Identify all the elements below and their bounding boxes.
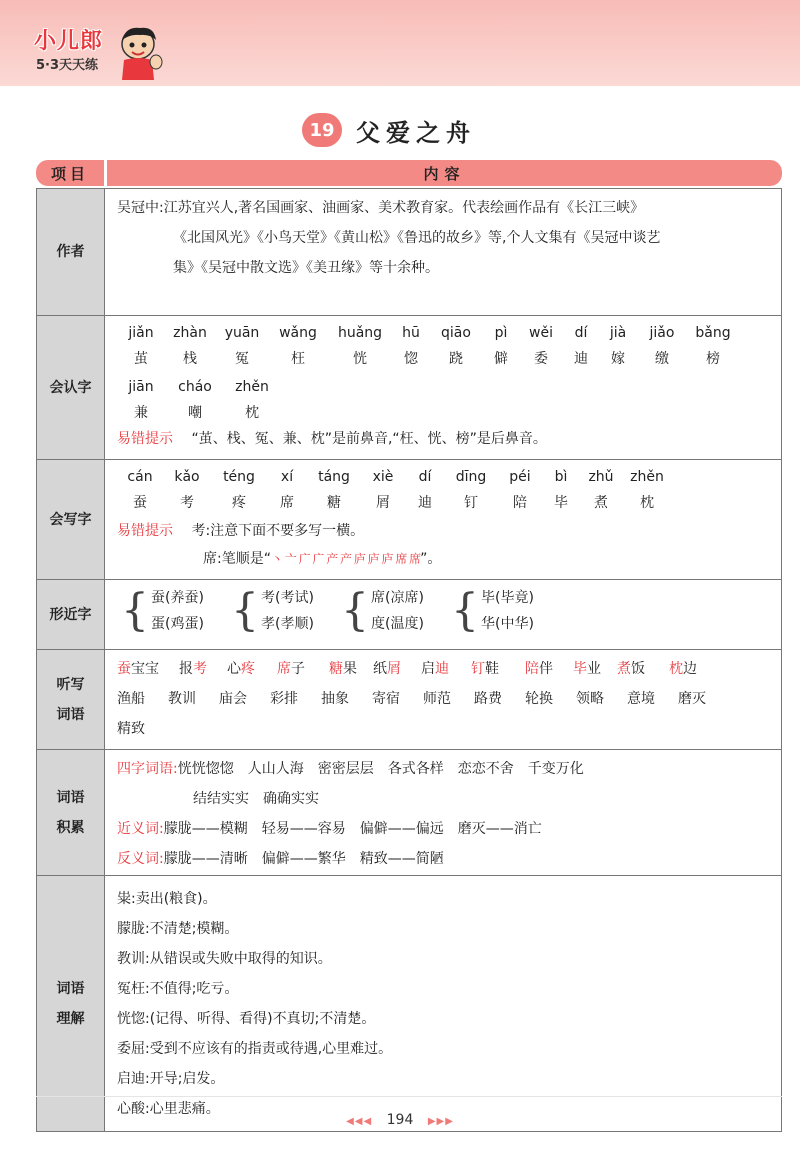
character: 枕 bbox=[245, 405, 259, 421]
pinyin: cháo bbox=[178, 379, 212, 395]
label-line: 积累 bbox=[56, 819, 85, 836]
pinyin: zhěn bbox=[235, 379, 269, 395]
similar-word: 蚕(养蚕) bbox=[151, 590, 204, 606]
highlight-char: 陪 bbox=[525, 661, 539, 677]
word-rest: 启 bbox=[421, 661, 435, 677]
dictation-word: 抽象 bbox=[321, 691, 349, 707]
row-label bbox=[37, 650, 105, 749]
dictation-cell bbox=[105, 650, 781, 749]
page-number: 194 bbox=[386, 1112, 414, 1128]
brand-title: 小儿郎 bbox=[34, 29, 104, 54]
lesson-table bbox=[36, 160, 782, 1132]
dictation-word: 寄宿 bbox=[372, 691, 400, 707]
four-char-words-cont: 结结实实 确确实实 bbox=[193, 791, 319, 807]
pinyin: zhěn bbox=[630, 469, 664, 485]
char-row bbox=[117, 490, 771, 516]
similar-group bbox=[341, 582, 451, 640]
pinyin: jiān bbox=[128, 379, 154, 395]
category-label: 近义词: bbox=[117, 821, 164, 837]
highlight-char: 煮 bbox=[617, 661, 631, 677]
character: 席 bbox=[280, 495, 294, 511]
word-rest: 报 bbox=[179, 661, 193, 677]
write-cell bbox=[105, 460, 781, 579]
brace-icon: { bbox=[231, 585, 259, 636]
lesson-title bbox=[302, 110, 476, 150]
character: 蚕 bbox=[133, 495, 147, 511]
row-similar bbox=[37, 579, 781, 649]
character: 迪 bbox=[418, 495, 432, 511]
label-line: 词语 bbox=[56, 789, 85, 806]
dictation-word bbox=[525, 654, 573, 684]
pinyin: yuān bbox=[224, 325, 260, 341]
tip-text: 席:笔顺是“ bbox=[203, 551, 271, 567]
label-line: 理解 bbox=[56, 1010, 85, 1027]
dictation-word: 庙会 bbox=[219, 691, 247, 707]
word-rest: 纸 bbox=[373, 661, 387, 677]
row-understand bbox=[37, 875, 781, 1131]
character: 缴 bbox=[655, 351, 669, 367]
definition-item: 教训:从错误或失败中取得的知识。 bbox=[117, 951, 332, 967]
dictation-word bbox=[373, 654, 421, 684]
highlight-char: 迪 bbox=[435, 661, 449, 677]
row-recognize bbox=[37, 315, 781, 459]
similar-word: 度(温度) bbox=[371, 616, 424, 632]
char-row bbox=[117, 346, 771, 372]
similar-group bbox=[231, 582, 341, 640]
pinyin: dīng bbox=[455, 469, 487, 485]
pinyin: péi bbox=[509, 469, 531, 485]
dictation-line bbox=[117, 654, 771, 684]
pinyin-row bbox=[117, 464, 771, 490]
understand-cell bbox=[105, 876, 781, 1131]
character: 屑 bbox=[376, 495, 390, 511]
similar-word: 华(中华) bbox=[481, 616, 534, 632]
row-label: 会认字 bbox=[37, 316, 105, 459]
word-rest: 伴 bbox=[539, 661, 553, 677]
header-content: 内容 bbox=[107, 160, 782, 186]
pinyin-row bbox=[117, 374, 771, 400]
character: 糖 bbox=[327, 495, 341, 511]
similar-groups bbox=[117, 582, 771, 640]
pinyin: wǎng bbox=[279, 325, 317, 341]
dictation-line bbox=[117, 684, 771, 714]
highlight-char: 疼 bbox=[241, 661, 255, 677]
write-tip-stroke bbox=[117, 546, 771, 572]
pinyin: xiè bbox=[372, 469, 394, 485]
highlight-char: 屑 bbox=[387, 661, 401, 677]
antonyms bbox=[117, 844, 771, 874]
pinyin: wěi bbox=[529, 325, 553, 341]
pinyin: qiāo bbox=[441, 325, 471, 341]
definition-item: 恍惚:(记得、听得、看得)不真切;不清楚。 bbox=[117, 1011, 376, 1027]
character: 考 bbox=[180, 495, 194, 511]
footer-divider bbox=[36, 1096, 782, 1097]
dictation-word: 精致 bbox=[117, 721, 145, 737]
word-list: 恍恍惚惚 人山人海 密密层层 各式各样 恋恋不舍 千变万化 bbox=[177, 761, 584, 777]
highlight-char: 席 bbox=[277, 661, 291, 677]
character: 枉 bbox=[291, 351, 305, 367]
character: 榜 bbox=[706, 351, 720, 367]
brand-logo bbox=[28, 22, 168, 82]
word-rest: 鞋 bbox=[485, 661, 499, 677]
pinyin: dí bbox=[418, 469, 432, 485]
dictation-word: 渔船 bbox=[117, 691, 145, 707]
category-label: 四字词语: bbox=[117, 761, 178, 777]
pinyin: kǎo bbox=[174, 469, 200, 485]
mascot-icon bbox=[116, 26, 164, 80]
word-rest: 子 bbox=[291, 661, 305, 677]
dictation-line bbox=[117, 714, 771, 744]
dictation-word: 路费 bbox=[474, 691, 502, 707]
row-write bbox=[37, 459, 781, 579]
four-char-words bbox=[117, 754, 771, 784]
tip-text: “茧、栈、冤、兼、枕”是前鼻音,“枉、恍、榜”是后鼻音。 bbox=[191, 431, 547, 447]
tip-label: 易错提示 bbox=[117, 523, 173, 539]
tip-text: ”。 bbox=[420, 551, 442, 567]
highlight-char: 毕 bbox=[573, 661, 587, 677]
left-arrows-icon: ◀◀◀ bbox=[346, 1116, 373, 1127]
pinyin: jiǎo bbox=[649, 325, 675, 341]
synonyms bbox=[117, 814, 771, 844]
similar-word: 孝(孝顺) bbox=[261, 616, 314, 632]
pinyin: jiǎn bbox=[128, 325, 154, 341]
dictation-word: 意境 bbox=[627, 691, 655, 707]
dictation-word: 彩排 bbox=[270, 691, 298, 707]
row-label: 形近字 bbox=[37, 580, 105, 649]
character: 毕 bbox=[554, 495, 568, 511]
recognize-tip bbox=[117, 426, 771, 452]
pinyin: hū bbox=[402, 325, 420, 341]
page-footer bbox=[0, 1112, 800, 1128]
pinyin: cán bbox=[127, 469, 153, 485]
dictation-word: 磨灭 bbox=[678, 691, 706, 707]
character: 冤 bbox=[235, 351, 249, 367]
row-label: 会写字 bbox=[37, 460, 105, 579]
definition-item: 心酸:心里悲痛。 bbox=[117, 1101, 220, 1117]
dictation-word: 师范 bbox=[423, 691, 451, 707]
label-line: 听写 bbox=[56, 676, 85, 693]
character: 疼 bbox=[232, 495, 246, 511]
highlight-char: 钉 bbox=[471, 661, 485, 677]
highlight-char: 考 bbox=[193, 661, 207, 677]
pinyin: táng bbox=[318, 469, 350, 485]
label-line: 词语 bbox=[56, 706, 85, 723]
pinyin: zhàn bbox=[173, 325, 207, 341]
author-line: 《北国风光》《小鸟天堂》《黄山松》《鲁迅的故乡》等,个人文集有《吴冠中谈艺 bbox=[173, 230, 661, 246]
row-label bbox=[37, 750, 105, 875]
word-rest: 饭 bbox=[631, 661, 645, 677]
dictation-word: 领略 bbox=[576, 691, 604, 707]
lesson-number-badge: 19 bbox=[302, 113, 342, 147]
character: 嘲 bbox=[188, 405, 202, 421]
row-dictation bbox=[37, 649, 781, 749]
tip-text: 考:注意下面不要多写一横。 bbox=[191, 523, 365, 539]
word-rest: 宝宝 bbox=[131, 661, 159, 677]
dictation-word bbox=[669, 654, 709, 684]
character: 嫁 bbox=[611, 351, 625, 367]
author-line: 集》《吴冠中散文选》《美丑缘》等十余种。 bbox=[173, 260, 439, 276]
right-arrows-icon: ▶▶▶ bbox=[427, 1116, 454, 1127]
row-accumulate bbox=[37, 749, 781, 875]
author-cell bbox=[105, 189, 781, 315]
character: 煮 bbox=[594, 495, 608, 511]
definition-item: 粜:卖出(粮食)。 bbox=[117, 891, 217, 907]
character: 钉 bbox=[464, 495, 478, 511]
brace-icon: { bbox=[341, 585, 369, 636]
dictation-word: 教训 bbox=[168, 691, 196, 707]
dictation-word bbox=[277, 654, 329, 684]
brand-subtitle: 5·3天天练 bbox=[36, 58, 99, 73]
character: 栈 bbox=[183, 351, 197, 367]
brace-icon: { bbox=[121, 585, 149, 636]
character: 陪 bbox=[513, 495, 527, 511]
row-label bbox=[37, 876, 105, 1131]
pinyin: téng bbox=[223, 469, 255, 485]
write-tip bbox=[117, 518, 771, 544]
character: 惚 bbox=[404, 351, 418, 367]
row-author bbox=[37, 189, 781, 315]
word-rest: 业 bbox=[587, 661, 601, 677]
similar-group bbox=[121, 582, 231, 640]
word-rest: 心 bbox=[227, 661, 241, 677]
brace-icon: { bbox=[451, 585, 479, 636]
character: 枕 bbox=[640, 495, 654, 511]
author-line: 吴冠中:江苏宜兴人,著名国画家、油画家、美术教育家。代表绘画作品有《长江三峡》 bbox=[117, 200, 645, 216]
header-item: 项目 bbox=[36, 160, 104, 186]
pinyin: huǎng bbox=[337, 325, 383, 341]
character: 茧 bbox=[134, 351, 148, 367]
recognize-cell bbox=[105, 316, 781, 459]
pinyin: zhǔ bbox=[588, 469, 614, 485]
tip-label: 易错提示 bbox=[117, 431, 173, 447]
pinyin: jià bbox=[609, 325, 627, 341]
pinyin: bǎng bbox=[695, 325, 731, 341]
highlight-char: 蚕 bbox=[117, 661, 131, 677]
character: 僻 bbox=[494, 351, 508, 367]
accumulate-cell bbox=[105, 750, 781, 875]
highlight-char: 糖 bbox=[329, 661, 343, 677]
definition-item: 委屈:受到不应该有的指责或待遇,心里难过。 bbox=[117, 1041, 393, 1057]
pinyin: dí bbox=[574, 325, 588, 341]
dictation-word bbox=[179, 654, 227, 684]
dictation-word bbox=[471, 654, 525, 684]
label-line: 词语 bbox=[56, 980, 85, 997]
definition-item: 启迪:开导;启发。 bbox=[117, 1071, 225, 1087]
pinyin-row bbox=[117, 320, 771, 346]
dictation-word bbox=[617, 654, 669, 684]
similar-word: 蛋(鸡蛋) bbox=[151, 616, 204, 632]
character: 委 bbox=[534, 351, 548, 367]
row-label: 作者 bbox=[37, 189, 105, 315]
word-list: 朦胧——清晰 偏僻——繁华 精致——简陋 bbox=[163, 851, 444, 867]
dictation-word: 轮换 bbox=[525, 691, 553, 707]
pinyin: xí bbox=[280, 469, 294, 485]
category-label: 反义词: bbox=[117, 851, 164, 867]
pinyin: pì bbox=[494, 325, 508, 341]
dictation-word bbox=[329, 654, 373, 684]
character: 恍 bbox=[353, 351, 367, 367]
highlight-char: 枕 bbox=[669, 661, 683, 677]
dictation-word bbox=[573, 654, 617, 684]
pinyin: bì bbox=[554, 469, 568, 485]
table-header bbox=[36, 160, 782, 186]
similar-word: 考(考试) bbox=[261, 590, 314, 606]
similar-word: 毕(毕竟) bbox=[481, 590, 534, 606]
word-rest: 果 bbox=[343, 661, 357, 677]
definition-item: 朦胧:不清楚;模糊。 bbox=[117, 921, 239, 937]
word-list: 朦胧——模糊 轻易——容易 偏僻——偏远 磨灭——消亡 bbox=[163, 821, 542, 837]
character: 迪 bbox=[574, 351, 588, 367]
dictation-word bbox=[421, 654, 471, 684]
char-row bbox=[117, 400, 771, 426]
stroke-order: 丶 亠 广 广 产 产 庐 庐 庐 席 席 bbox=[270, 552, 421, 566]
character: 兼 bbox=[134, 405, 148, 421]
character: 跷 bbox=[449, 351, 463, 367]
similar-cell bbox=[105, 580, 781, 649]
similar-word: 席(凉席) bbox=[371, 590, 424, 606]
word-rest: 边 bbox=[683, 661, 697, 677]
dictation-word bbox=[117, 654, 179, 684]
table-body bbox=[36, 188, 782, 1132]
lesson-name: 父爱之舟 bbox=[356, 118, 476, 147]
dictation-word bbox=[227, 654, 277, 684]
definition-item: 冤枉:不值得;吃亏。 bbox=[117, 981, 239, 997]
similar-group bbox=[451, 582, 561, 640]
